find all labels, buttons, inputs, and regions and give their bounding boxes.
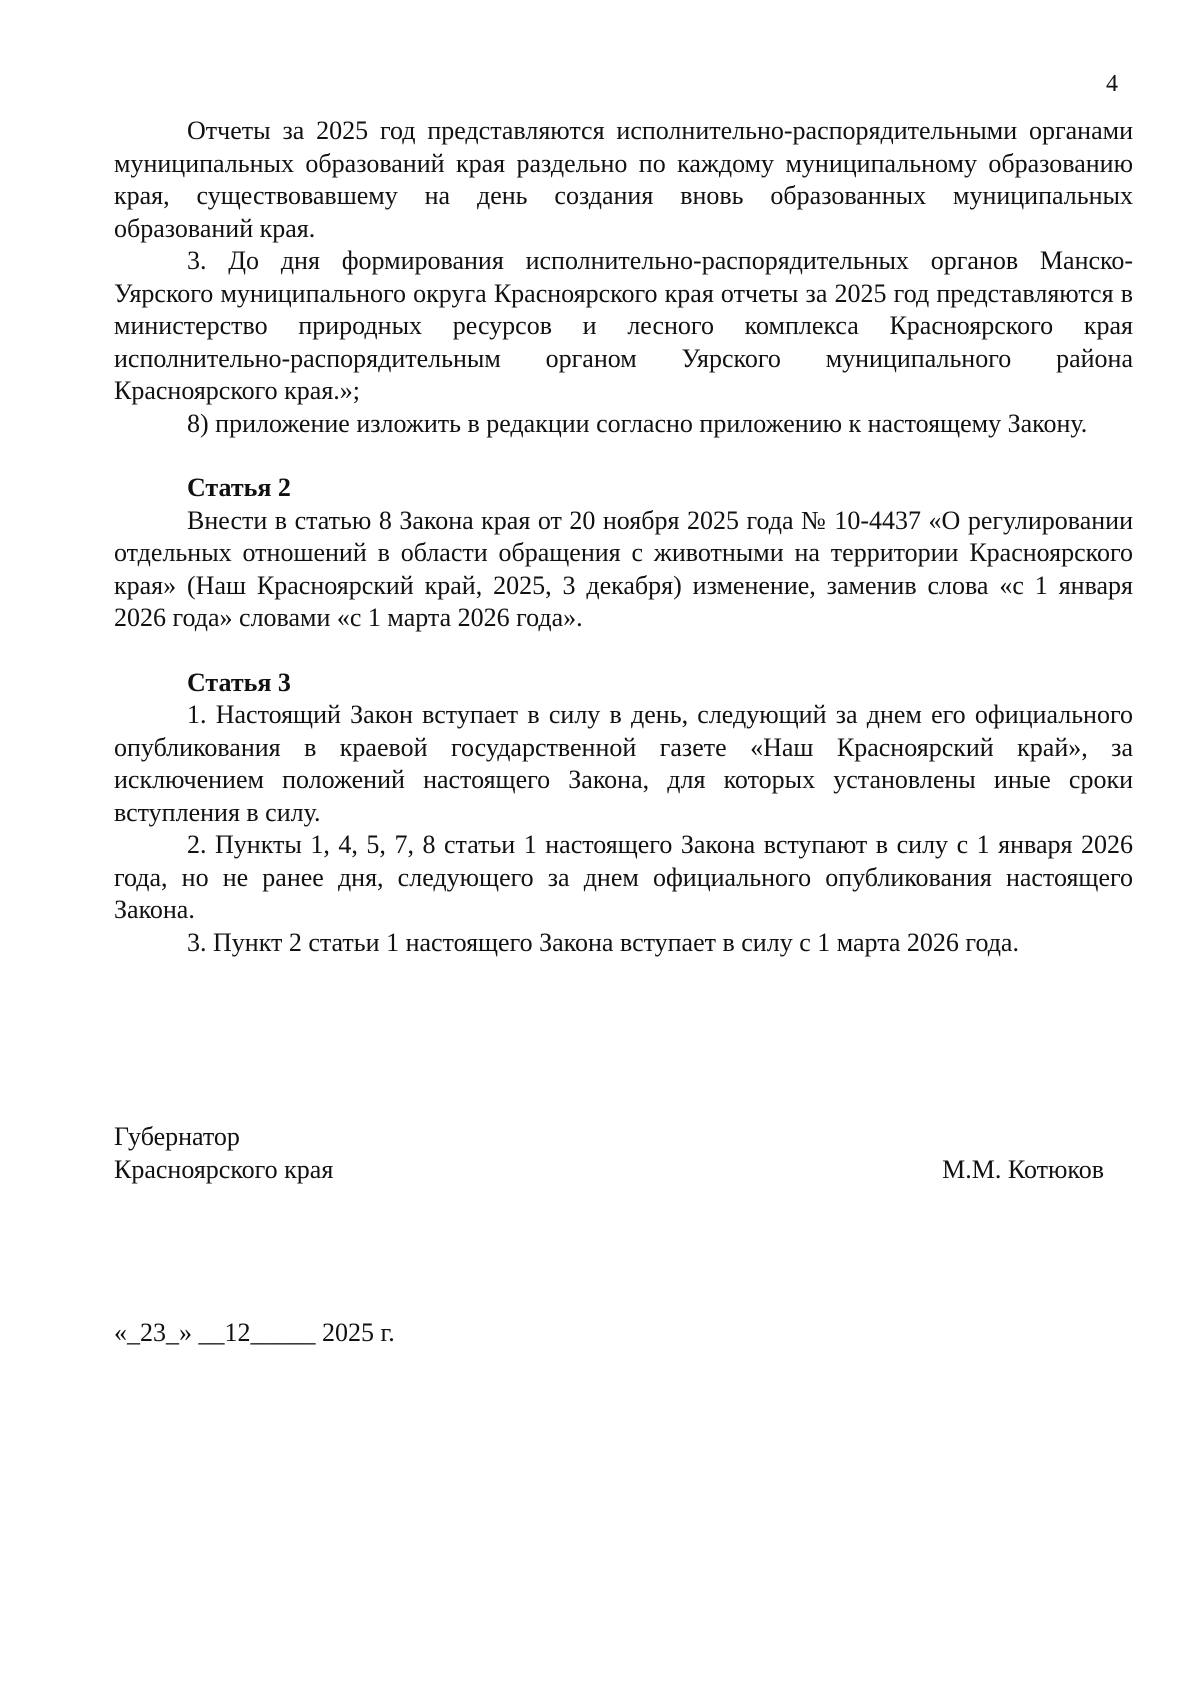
signatory-title-line-1: Губернатор [114, 1122, 240, 1151]
article-2-paragraph: Внести в статью 8 Закона края от 20 ноября 2025 года № 10-4437 «О регулировании отдельных отношений в области обращения с животными на территории Красноярского края» (Наш Красноярский край, 2025, 3 декабря) изменение, заменив слова «с 1 января 2026 года» словами «с 1 марта 2026 года». [114, 505, 1133, 632]
signatory-title-line-2: Красноярского края [114, 1154, 334, 1184]
article-3-heading: Статья 3 [187, 667, 291, 697]
paragraph-reports-2025: Отчеты за 2025 год представляются исполнительно-распорядительными органами муниципальных образований края раздельно по каждому муниципальному образованию края, существовавшему на день создания вновь образованных муниципальных образований края. [114, 116, 1133, 243]
page-number: 4 [1106, 71, 1118, 97]
spacer [114, 440, 1133, 472]
signatory-name: М.М. Котюков [942, 1154, 1104, 1184]
document-body [114, 115, 1133, 959]
article-3-paragraph-3: 3. Пункт 2 статьи 1 настоящего Закона вступает в силу с 1 марта 2026 года. [187, 927, 1019, 957]
signing-date: «_23_» __12_____ 2025 г. [114, 1318, 395, 1347]
paragraph-item-3: 3. До дня формирования исполнительно-распорядительных органов Манско-Уярского муниципального округа Красноярского края отчеты за 2025 год представляются в министерство природных ресурсов и лесного комплекса Красноярского края исполнительно-распорядительным органом Уярского муниципального района Красноярского края.»; [114, 246, 1133, 405]
signature-row [114, 1154, 1104, 1187]
spacer [114, 635, 1133, 667]
article-2-heading: Статья 2 [187, 473, 291, 502]
article-3-paragraph-2: 2. Пункты 1, 4, 5, 7, 8 статьи 1 настоящего Закона вступают в силу с 1 января 2026 года, но не ранее дня, следующего за днем официального опубликования настоящего Закона. [114, 830, 1133, 924]
paragraph-item-8: 8) приложение изложить в редакции согласно приложению к настоящему Закону. [187, 408, 1088, 438]
article-3-paragraph-1: 1. Настоящий Закон вступает в силу в день, следующий за днем его официального опубликования в краевой государственной газете «Наш Красноярский край», за исключением положений настоящего Закона, для которых установлены иные сроки вступления в силу. [114, 700, 1133, 827]
signature-block [114, 1121, 1104, 1186]
